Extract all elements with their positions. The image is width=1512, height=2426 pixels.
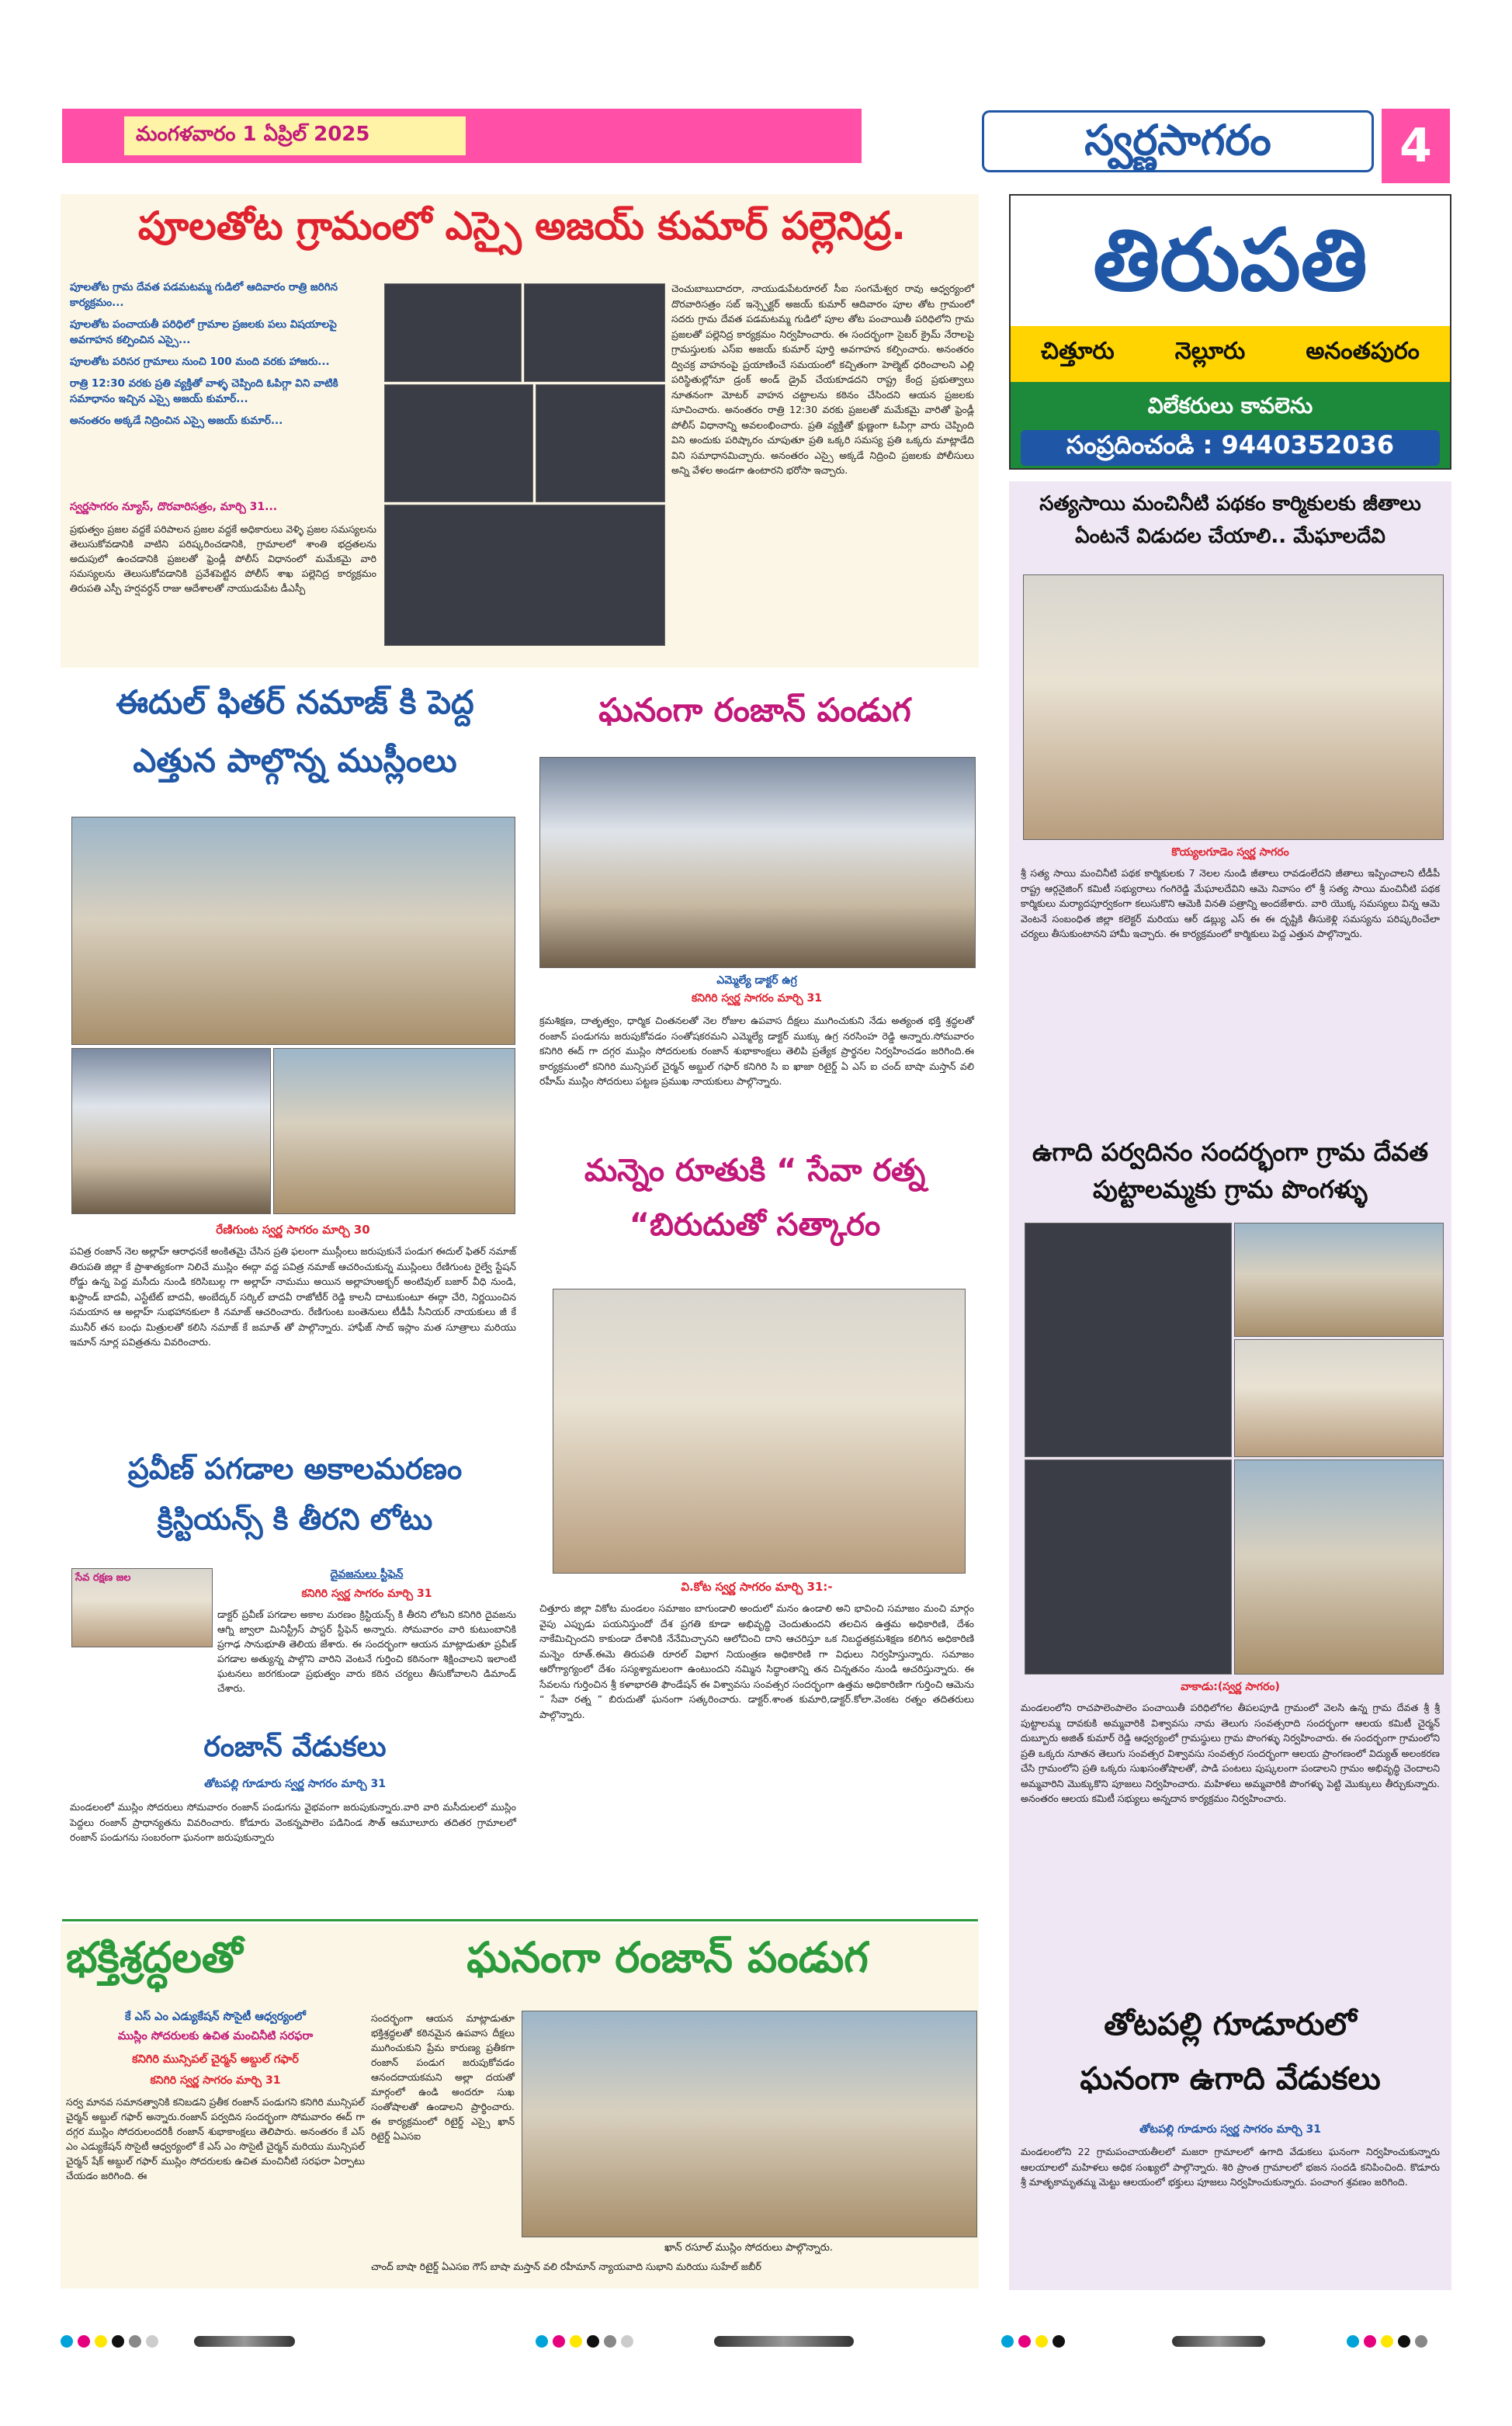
header-date-dash bbox=[62, 109, 116, 163]
ad-contact: సంప్రదించండి : 9440352036 bbox=[1021, 430, 1440, 466]
lead-headline: పూలతోట గ్రామంలో ఎస్సై అజయ్ కుమార్ పల్లెనిద్ర. bbox=[137, 203, 907, 248]
ad-cities-bar bbox=[1011, 326, 1450, 382]
ugadi-body: మండలంలోని రాచపాలెంపాలెం పంచాయితీ పరిధిలోగల తీపలపూడి గ్రామంలో వెలసి ఉన్న గ్రామ దేవత శ్రీ శ్రీ పుట్టాలమ్మ దావకుకి అమ్మవారికి విశ్వావసు నామ తెలుగు సంవత్సరాది సందర్భంగా ఆలయ కమిటీ చైర్మన్ దుబ్బూరు అజిత్ కుమార్ రెడ్డి ఆధ్వర్యంలో గ్రామస్థులు గ్రామ పొంగళ్ళు నిర్వహించారు. ఈ సందర్భంగా గ్రామంలోని ప్రతి ఒక్కరు నూతన తెలుగు సంవత్సర విశ్వావసు సంవత్సర సందర్భంగా ఆలయ ప్రాంగణంలో విద్యుత్ అలంకరణ చేసి గ్రామంలోని ప్రతి ఒక్కరు సుఖసంతోషాలతో, పాడి పంటలు పుష్కలంగా పండాలని గ్రామం అభివృద్ధి చెందాలని అమ్మవారిని మొక్కుకొని పూజలు నిర్వహించారు. మహిళలు అమ్మవారికి పొంగళ్ళు పెట్టి మొక్కులు తీర్చుకున్నారు. అనంతరం ఆలయ కమిటీ సభ్యులు అన్నదాన కార్యక్రమం నిర్వహించారు. bbox=[1021, 1702, 1440, 1804]
pravin-body: డాక్టర్ ప్రవీణ్ పగడాల అకాల మరణం క్రిస్టియన్స్ కి తీరని లోటని కనిగిరి దైవజను ఆగ్ని జ్వాలా మినిస్ట్రీస్ పాస్టర్ స్టీఫెన్ అన్నారు. సోమవారం వారి కుటుంబానికి ప్రగాఢ సానుభూతి తెలియ జేశారు. ఈ సందర్భంగా ఆయన మాట్లాడుతూ ప్రవీణ్ పగడాల అత్యున్న పాల్గొని వారిని వెంటనే గుర్తించి కఠినంగా శిక్షించాలని ఇలాంటి ఘటనలు జరగకుండా ప్రభుత్వం వారు కఠిన చర్యలు తీసుకోవాలని డిమాండ్ చేశారు. bbox=[217, 1609, 516, 1694]
sathya-photo bbox=[1023, 574, 1444, 840]
ugadi-photo-3 bbox=[1234, 1339, 1444, 1457]
registration-marks-mid bbox=[536, 2335, 633, 2348]
page-number: 4 bbox=[1399, 119, 1432, 173]
bhakti-photo bbox=[522, 2011, 977, 2237]
lead-bullet-1: పూలతోట గ్రామ దేవత పడమటమ్మ గుడిలో ఆదివారం రాత్రి జరిగిన కార్యక్రమం... bbox=[70, 281, 338, 309]
ugadi-credit: వాకాడు:(స్వర్ణ సాగరం) bbox=[1181, 1681, 1280, 1693]
page-number-box bbox=[1382, 109, 1450, 183]
pravin-credit-2: కనిగిరి స్వర్ణ సాగరం మార్చి 31 bbox=[301, 1588, 432, 1600]
ranzan-body: క్రమశిక్షణ, దాతృత్వం, ధార్మిక చింతనలతో నెల రోజుల ఉపవాస దీక్షలు ముగించుకుని నేడు అత్యంత భక్తి శ్రద్ధలతో రంజాన్ పండుగను జరుపుకోవడం సంతోషకరమని ఎమ్మెల్యే డాక్టర్ ముక్కు ఉగ్ర నరసింహ రెడ్డి అన్నారు.సోమవారం కనిగిరి ఈద్ గా దగ్గర ముస్లిం సోదరులకు రంజాన్ శుభాకాంక్షలు తెలిపి ప్రత్యేక ప్రార్థనల నిర్వహించడం జరిగింది.ఈ కార్యక్రమంలో కనిగిరి మున్సిపల్ చైర్మన్ అబ్దుల్ గఫార్ కనిగిరి సి ఐ ఖాజా రిటైర్డ్ ఏ ఎస్ ఐ చంద్ బాషా మస్తాన్ వలి రహీమ్ ముస్లిం సోదరులు పట్టణ ప్రముఖ నాయకులు పాల్గొన్నారు. bbox=[539, 1015, 974, 1087]
lead-bullet-2: పూలతోట పంచాయతీ పరిధిలో గ్రామాల ప్రజలకు పలు విషయాలపై అవగాహన కల్పించిన ఎస్సై... bbox=[70, 318, 337, 346]
eid-photo-1 bbox=[71, 817, 515, 1045]
bhakti-sub-2: ముస్లిం సోదరులకు ఉచిత మంచినీటి సరఫరా bbox=[117, 2030, 314, 2042]
ranzan-photo bbox=[539, 757, 976, 968]
ad-wanted-bar bbox=[1011, 382, 1450, 468]
eid-headline-2: ఎత్తున పాల్గొన్న ముస్లీంలు bbox=[133, 741, 457, 779]
registration-marks-right-1 bbox=[1001, 2335, 1065, 2348]
bhakti-body-tail: చాంద్ బాషా రిటైర్డ్ ఏఎసఐ గౌస్ బాషా మస్తాన్ వలి రహీమాన్ న్యాయవాది సుభాని మరియు సుహేల్ జబీర్ bbox=[371, 2261, 761, 2272]
lead-credit: స్వర్ణసాగరం న్యూస్, దొరవారిసత్రం, మార్చి 31... bbox=[70, 501, 278, 513]
masthead-logo bbox=[982, 110, 1374, 172]
bhakti-rule bbox=[62, 1919, 978, 1921]
bhakti-credit: కనిగిరి స్వర్ణ సాగరం మార్చి 31 bbox=[150, 2074, 281, 2087]
vedukalu-body: మండలంలో ముస్లిం సోదరులు సోమవారం రంజాన్ పండుగను వైభవంగా జరుపుకున్నారు.వారి వారి మసీదులలో ముస్లిం పెద్దలు రంజాన్ ప్రాధాన్యతను వివరించారు. కోడూరు వెంకన్నపాలెం పడినిండ సౌత్ ఆమూలూరు తదితర గ్రామాలలో రంజాన్ పండుగను సంబరంగా ఘనంగా జరుపుకున్నారు bbox=[70, 1801, 516, 1843]
seva-headline-1: మన్నెం రూతుకి “ సేవా రత్న bbox=[584, 1153, 926, 1189]
registration-bar-1 bbox=[194, 2336, 295, 2347]
eid-headline-1: ఈదుల్ ఫితర్ నమాజ్ కి పెద్ద bbox=[116, 683, 474, 721]
bhakti-headline-1: భక్తిశ్రద్ధలతో bbox=[66, 1933, 243, 1982]
ranzan-headline: ఘనంగా రంజాన్ పండుగ bbox=[598, 691, 911, 729]
sathya-body: శ్రీ సత్య సాయి మంచినీటి పథక కార్మికులకు 7 నెలల నుండి జీతాలు రావడంలేదని జీతాలు ఇప్పించాలని టీడీపీ రాష్ట్ర ఆర్గనైజింగ్ కమిటీ సభ్యురాలు గంగిరెడ్డి మేఘాలదేవిని ఆమె నివాసం లో శ్రీ సత్య సాయి మంచినీటి పథక కార్మికులు మర్యాదపూర్వకంగా కలుసుకొని ఆమెకి వినతి పత్రాన్ని అందజేశారు. వారి యొక్క సమస్యలు విన్న ఆమె వెంటనే సంబంధిత జిల్లా కలెక్టర్ మరియు ఆర్ డబ్ల్యు ఎస్ ఈ ఈ దృష్టికి తీసుకెళ్లి సమస్యను పరిష్కరించేలా చర్యలు తీసుకుంటానని హామీ ఇచ్చారు. ఈ కార్యక్రమంలో కార్మికులు పెద్ద ఎత్తున పాల్గొన్నారు. bbox=[1021, 867, 1440, 939]
pravin-photo-banner: సేవ రక్షణ జల bbox=[75, 1572, 131, 1584]
thotapalli-body: మండలంలోని 22 గ్రామపంచాయతీలలో మజరా గ్రామాలలో ఉగాది వేడుకలు ఘనంగా నిర్వహించుకున్నారు ఆలయాలలో మహిళలు అధిక సంఖ్యలో పాల్గొన్నారు. శిరి ప్రాంత గ్రామాలలో భజన సందడి కనిపించింది. కొడూరు శ్రీ మాతృకామృతమ్మ మెట్టు ఆలయంలో భక్తులు పూజలు నిర్వహించుకున్నారు. పంచాంగ శ్రవణం జరిగింది. bbox=[1021, 2146, 1440, 2188]
ugadi-photo-5 bbox=[1234, 1459, 1444, 1675]
registration-marks-right-2 bbox=[1347, 2335, 1427, 2348]
eid-photo-3 bbox=[273, 1048, 515, 1214]
lead-photo-4 bbox=[536, 384, 665, 502]
masthead-title: స్వర్ణసాగరం bbox=[1084, 116, 1271, 165]
sathya-credit: కొయ్యలగూడెం స్వర్ణ సాగరం bbox=[1171, 846, 1289, 859]
bhakti-sub-1: కే ఎస్ ఎం ఎడ్యుకేషన్ సొసైటీ ఆధ్వర్యంలో bbox=[125, 2011, 306, 2023]
pravin-headline-2: క్రిస్టియన్స్ కి తీరని లోటు bbox=[157, 1502, 433, 1536]
ugadi-photo-1 bbox=[1025, 1223, 1232, 1457]
pravin-headline-1: ప్రవీణ్ పగడాల అకాలమరణం bbox=[127, 1452, 463, 1486]
lead-bullet-5: అనంతరం అక్కడే నిద్రించిన ఎస్సై అజయ్ కుమార్... bbox=[70, 415, 283, 427]
bhakti-sub-3: కనిగిరి మున్సిపల్ చైర్మన్ అబ్దుల్ గఫార్ bbox=[132, 2053, 299, 2066]
eid-credit: రేణిగుంట స్వర్ణ సాగరం మార్చి 30 bbox=[216, 1223, 370, 1237]
thotapalli-headline-1: తోటపల్లి గూడూరులో bbox=[1104, 2007, 1357, 2042]
seva-photo bbox=[553, 1289, 966, 1574]
lead-photo-1 bbox=[384, 283, 522, 382]
pravin-credit-1: దైవజనులు స్టీఫెన్ bbox=[330, 1568, 404, 1581]
lead-body-right: చెంచుబాబుదాదరా, నాయుడుపేటరూరల్ సీఐ సంగమేశ్వర రావు ఆధ్వర్యంలో దొరవారిసత్రం సబ్ ఇన్స్పెక్టర్ అజయ్ కుమార్ ఆదివారం పూల తోట గ్రామంలో సదరు గ్రామ దేవత పడమటమ్మ గుడిలో పూల తోట పంచాయితీ పరిధిలోని గ్రామ ప్రజలతో పల్లెనిద్ర కార్యక్రమం నిర్వహించారు. ఈ సందర్భంగా సైబర్ క్రైమ్ నేరాలపై గ్రామస్తులకు ఎస్ఐ అజయ్ కుమార్ పూర్తి అవగాహన కల్పించారు. అనంతరం ద్విచక్ర వాహనంపై ప్రయాణించే సమయంలో కచ్చితంగా హెల్మెట్ ధరించాలని ఎల్లి పరిస్థితుల్లోనూ డ్రంక్ అండ్ డ్రైవ్ చేయకూడదని రాష్ట్ర కేంద్ర ప్రభుత్వాలు నూతనంగా మోటర్ వాహన చట్టాలను కఠినం చేసిందని ఆయన ప్రజలకు సూచించారు. అనంతరం రాత్రి 12:30 వరకు ప్రజలతో మమేకమై వారితో ఫ్రెండ్లీ పోలీస్ విధానాన్ని అవలంభించారు. ప్రతి వ్యక్తితో క్షుణ్ణంగా ఓపిగ్గా వారు చెప్పింది విని అందుకు పరిష్కారం చూపుతూ ప్రతి ఒక్కరి సమస్య ప్రతి ఒక్కరు మాట్లాడేది విని సమాధానమిచ్చారు. అనంతరం ఎస్సై అక్కడే నిద్రించి ప్రజలకు పోలీసులు అన్ని వేళల అండగా ఉంటారని భరోసా ఇచ్చారు. bbox=[671, 283, 974, 476]
seva-headline-2: “బిరుదుతో సత్కారం bbox=[629, 1207, 881, 1243]
lead-bullets bbox=[70, 279, 380, 497]
ad-wanted: విలేకరులు కావలెను bbox=[1147, 393, 1313, 418]
ranzan-credit-2: కనిగిరి స్వర్ణ సాగరం మార్చి 31 bbox=[692, 992, 822, 1005]
ad-city-2: నెల్లూరు bbox=[1174, 338, 1246, 365]
registration-bar-3 bbox=[1172, 2336, 1265, 2347]
seva-credit: వి.కోట స్వర్ణ సాగరం మార్చి 31:- bbox=[681, 1580, 833, 1594]
eid-photo-2 bbox=[71, 1048, 271, 1214]
lead-bullet-3: పూలతోట పరిసర గ్రామాలు నుంచి 100 మంది వరకు హాజరు... bbox=[70, 356, 330, 368]
header-date: మంగళవారం 1 ఏప్రిల్ 2025 bbox=[136, 123, 370, 146]
ad-title: తిరుపతి bbox=[1093, 210, 1368, 310]
ugadi-headline: ఉగాది పర్వదినం సందర్భంగా గ్రామ దేవత పుట్టాలమ్మకు గ్రామ పొంగళ్ళు bbox=[1032, 1137, 1429, 1204]
lead-photo-5 bbox=[384, 505, 665, 646]
pravin-photo bbox=[71, 1568, 213, 1647]
bhakti-photo-caption: ఖాన్ రసూల్ ముస్లిం సోదరులు పాల్గొన్నారు. bbox=[664, 2242, 834, 2254]
eid-body: పవిత్ర రంజాన్ నెల అల్లాహ్ ఆరాధనకే అంకితమై చేసిన ప్రతి ఫలంగా ముస్లీంలు జరుపుకునే పండుగ ఈదుల్ ఫితర్ నమాజ్ తిరుపతి జిల్లా కే ప్రాశాత్యకంగా నిలిచే ముస్లిం ఈద్గా వద్ద పవిత్ర నమాజ్ ఆచరించుకున్న ముస్లింలు రేణిగుంట రైల్వే స్టేషన్ రోడ్డు ఉన్న పెద్ద మసీదు నుండి కరిసిబుల్గ గా అల్లాహ్ నామము అయిన అల్లాహుఅక్బర్ అంటివుల్ బజార్ వీధి నుండి, ఖస్టాండ్ బాదవీ, ఎస్టేటేట్ బాదవీ, అంబేద్కర్ సర్కిల్ బాదవీ రాజోటీర్ రెడ్డి కాలనీ దాటుకుంటూ ఈద్గా చేరి, నిర్ణయించిన సమయాన ఆ అల్లాహ్ సుభహానకులా కి నమాజ్ ఆచరించారు. రేణిగుంట బంతెనులు టీడీపీ సీనియర్ నాయకులు జీ కే మునీర్ తన బంధు మిత్రులతో కలిసి నమాజ్ కే జమాత్ తో పాల్గొన్నారు. హాఫీజ్ సాబ్ ఇస్లాం మత సూత్రాలు మరియు ఇమాన్ నూర్ల పవిత్రతను వివరించారు. bbox=[70, 1245, 516, 1348]
bhakti-body-mid: సందర్భంగా ఆయన మాట్లాడుతూ భక్తిశ్రద్ధలతో కఠినమైన ఉపవాస దీక్షలు ముగించుకుని ప్రేమ కారుణ్య ప్రతీకగా రంజాన్ పండుగ జరుపుకోవడం ఆనందదాయకమని అల్లా దయతో మార్గంలో ఉండి అందరూ సుఖ సంతోషాలతో ఉండాలని ప్రార్థించారు. ఈ కార్యక్రమంలో రిటైర్డ్ ఎస్సై ఖాన్ రిటైర్డ్ ఏఎసఐ bbox=[371, 2012, 515, 2142]
sathya-headline: సత్యసాయి మంచినీటి పథకం కార్మికులకు జీతాలు ఏంటనే విడుదల చేయాలి.. మేఘాలదేవి bbox=[1039, 492, 1421, 548]
vedukalu-headline: రంజాన్ వేడుకలు bbox=[203, 1731, 387, 1763]
lead-photo-2 bbox=[524, 283, 665, 382]
bhakti-headline-2: ఘనంగా రంజాన్ పండుగ bbox=[466, 1933, 869, 1982]
ugadi-photo-4 bbox=[1025, 1459, 1232, 1675]
ad-city-1: చిత్తూరు bbox=[1041, 338, 1115, 365]
ugadi-photo-2 bbox=[1234, 1223, 1444, 1337]
seva-body: చిత్తూరు జిల్లా వికోట మండలం సమాజం బాగుండాలి అందులో మనం ఉండాలి అని భావించి సమాజం మంచి మార్గం వైపు ఎప్పుడు పయనిస్తుందో దేశ ప్రగతి కూడా అభివృద్ధి చెందుతుందని తలచిన ఉత్తమ అధికారిణి, దేశం నాకేమిచ్చిందని కాకుండా దేశానికి నేనేమిచ్చానని ఆలోచించి దాని ఆచరిస్తూ ఒక నిబద్ధతక్రమశిక్షణ కలిగిన అధికారిణి మన్నెం రూత్.ఈమె తిరుపతి రూరల్ విభాగ నియంత్రణ అధికారిణి గా విధులు నిర్వహిస్తున్నారు. సమాజం ఆరోగ్యాగ్యంలో దేశం సస్యశ్యామలంగా ఉంటుందని నమ్మిన సిద్ధాంతాన్ని తన చిన్నతనం నుండి ఆచరిస్తున్నారు. ఈ సేవలను గుర్తించిన శ్రీ కళాభారతి ఫౌండేషన్ ఈ విశ్వావసు సంవత్సర సందర్భంగా ఉత్తమ అధికారిణిగా గుర్తించి ఆమెను “ సేవా రత్న ” బిరుదుతో ఘనంగా సత్కరించారు. డాక్టర్.శాంత కుమారి,డాక్టర్.కోలా.వెంకట రత్నం తదితరులు పాల్గొన్నారు. bbox=[539, 1602, 974, 1720]
lead-bullet-4: రాత్రి 12:30 వరకు ప్రతి వ్యక్తితో వాళ్ళ చెప్పింది ఓపిగ్గా విని వాటికి సమాధానం ఇచ్చిన ఎస్సై అజయ్ కుమార్... bbox=[70, 377, 338, 405]
bhakti-body-left: సర్వ మానవ సమానత్వానికి కనిబడని ప్రతీక రంజాన్ పండుగని కనిగిరి మున్సిపల్ చైర్మన్ అబ్దుల్ గఫార్ అన్నారు.రంజాన్ పర్వదిన సందర్భంగా సోమవారం ఈద్ గా దగ్గర ముస్లిం సోదరులందరికీ రంజాన్ శుభాకాంక్షలు తెలిపారు. అనంతరం కే ఎస్ ఎం ఎడ్యుకేషన్ సొసైటీ ఆధ్వర్యంలో కే ఎస్ ఎం సొసైటీ చైర్మన్ మరియు మున్సిపల్ చైర్మన్ షేక్ అబ్దుల్ గఫార్ ముస్లిం సోదరులకు ఉచిత మంచినీటి సరఫరా ఏర్పాటు చేయడం జరిగింది. ఈ bbox=[66, 2096, 365, 2181]
lead-body-left: ప్రభుత్వం ప్రజల వద్దకే పరిపాలన ప్రజల వద్దకే అధికారులు వెళ్ళి ప్రజల సమస్యలను తెలుసుకోవడానికి వాటిని పరిష్కరించడానికి, గ్రామాలలో శాంతి భద్రతలను అదుపులో ఉంచడానికి ప్రజలతో ఫ్రెండ్లీ పోలీస్ విధానంలో మమేకమై వారి సమస్యలను తెలుసుకోవడానికి ప్రవేశపెట్టిన పోలీస్ శాఖ పల్లెనిద్ర కార్యక్రమం తిరుపతి ఎస్పీ హర్షవర్ధన్ రాజు ఆదేశాలతో నాయుడుపేట డీఎస్పీ bbox=[70, 523, 376, 594]
lead-photo-3 bbox=[384, 384, 533, 502]
thotapalli-credit: తోటపల్లి గూడూరు స్వర్ణ సాగరం మార్చి 31 bbox=[1139, 2123, 1321, 2136]
registration-bar-2 bbox=[714, 2336, 854, 2347]
thotapalli-headline-2: ఘనంగా ఉగాది వేడుకలు bbox=[1080, 2061, 1381, 2097]
ranzan-credit-1: ఎమ్మెల్యే డాక్టర్ ఉగ్ర bbox=[716, 974, 797, 987]
ad-city-3: అనంతపురం bbox=[1306, 338, 1420, 365]
vedukalu-credit: తోటపల్లి గూడూరు స్వర్ణ సాగరం మార్చి 31 bbox=[204, 1778, 386, 1790]
registration-marks-left bbox=[61, 2335, 158, 2348]
